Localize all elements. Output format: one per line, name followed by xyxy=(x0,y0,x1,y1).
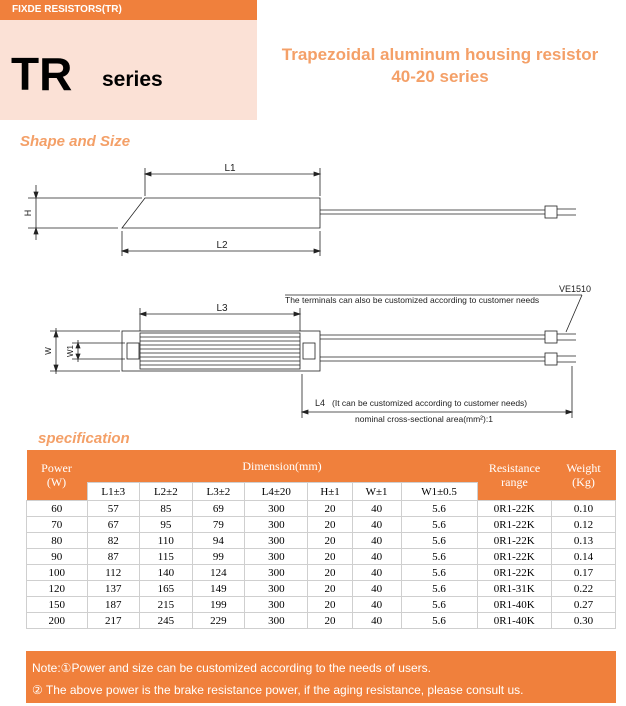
cell-l2: 95 xyxy=(140,517,193,533)
cell-l4: 300 xyxy=(245,501,308,517)
cell-w1: 5.6 xyxy=(401,597,477,613)
cell-l4: 300 xyxy=(245,533,308,549)
cell-h: 20 xyxy=(308,597,352,613)
cell-l2: 110 xyxy=(140,533,193,549)
col-resistance xyxy=(477,450,552,501)
cell-h: 20 xyxy=(308,613,352,629)
note-line-2: ② The above power is the brake resistance power, if the aging resistance, please consult us. xyxy=(32,683,524,697)
cell-l4: 300 xyxy=(245,549,308,565)
col-dimension: Dimension(mm) xyxy=(87,450,477,483)
table-body xyxy=(27,501,616,629)
product-title-line-1: Trapezoidal aluminum housing resistor xyxy=(281,45,599,64)
cell-l3: 94 xyxy=(192,533,245,549)
side-view xyxy=(28,168,576,256)
finned-body xyxy=(140,333,300,369)
table-row xyxy=(27,533,616,549)
cell-l4: 300 xyxy=(245,581,308,597)
cell-res: 0R1-22K xyxy=(477,517,552,533)
cell-w: 40 xyxy=(352,581,401,597)
note-line-1: Note:①Power and size can be customized according to the needs of users. xyxy=(32,661,431,675)
cell-l2: 215 xyxy=(140,597,193,613)
cell-l3: 69 xyxy=(192,501,245,517)
col-weight-label: Weight xyxy=(566,461,601,475)
cell-w1: 5.6 xyxy=(401,581,477,597)
cell-power: 70 xyxy=(27,517,88,533)
cell-w: 40 xyxy=(352,597,401,613)
cell-h: 20 xyxy=(308,565,352,581)
table-row xyxy=(27,613,616,629)
cell-w1: 5.6 xyxy=(401,517,477,533)
cell-wt: 0.10 xyxy=(552,501,616,517)
cell-l1: 112 xyxy=(87,565,140,581)
label-l4: L4 xyxy=(315,398,326,408)
cell-l3: 124 xyxy=(192,565,245,581)
cell-power: 100 xyxy=(27,565,88,581)
col-power-unit: (W) xyxy=(46,475,67,489)
cell-w: 40 xyxy=(352,613,401,629)
cell-l4: 300 xyxy=(245,597,308,613)
cell-l2: 115 xyxy=(140,549,193,565)
section-title-shape: Shape and Size xyxy=(20,133,131,150)
col-resistance-label: Resistance xyxy=(488,461,541,475)
cell-res: 0R1-22K xyxy=(477,501,552,517)
cell-w1: 5.6 xyxy=(401,565,477,581)
cell-power: 80 xyxy=(27,533,88,549)
cell-wt: 0.14 xyxy=(552,549,616,565)
cell-res: 0R1-31K xyxy=(477,581,552,597)
cell-l3: 199 xyxy=(192,597,245,613)
cell-res: 0R1-22K xyxy=(477,549,552,565)
table-row xyxy=(27,501,616,517)
col-w1: W1±0.5 xyxy=(401,483,477,501)
cell-l2: 245 xyxy=(140,613,193,629)
cell-l3: 79 xyxy=(192,517,245,533)
cell-l2: 140 xyxy=(140,565,193,581)
cell-l4: 300 xyxy=(245,565,308,581)
section-title-spec: specification xyxy=(38,430,130,447)
cell-l3: 229 xyxy=(192,613,245,629)
cell-l4: 300 xyxy=(245,517,308,533)
cell-l3: 149 xyxy=(192,581,245,597)
cell-res: 0R1-40K xyxy=(477,613,552,629)
cell-w: 40 xyxy=(352,549,401,565)
l4-note: (It can be customized according to customer needs) xyxy=(332,398,528,408)
cell-h: 20 xyxy=(308,517,352,533)
notes-panel xyxy=(26,651,616,703)
cell-power: 60 xyxy=(27,501,88,517)
series-code: TR xyxy=(11,48,73,100)
cell-res: 0R1-22K xyxy=(477,565,552,581)
cell-w1: 5.6 xyxy=(401,501,477,517)
cross-section-note: nominal cross-sectional area(mm²):1 xyxy=(355,414,493,424)
label-l1: L1 xyxy=(224,163,236,174)
cell-power: 200 xyxy=(27,613,88,629)
label-w: W xyxy=(44,347,53,355)
wire-terminal xyxy=(545,206,557,218)
table-header-row xyxy=(27,450,616,483)
cell-power: 120 xyxy=(27,581,88,597)
series-word: series xyxy=(102,68,163,91)
col-weight-unit: (Kg) xyxy=(572,475,595,489)
cell-l2: 165 xyxy=(140,581,193,597)
cell-h: 20 xyxy=(308,533,352,549)
col-power-label: Power xyxy=(41,461,72,475)
col-w: W±1 xyxy=(352,483,401,501)
wire-type-label: VE1510 xyxy=(558,284,591,294)
col-power xyxy=(27,450,88,501)
cell-wt: 0.27 xyxy=(552,597,616,613)
cell-l1: 137 xyxy=(87,581,140,597)
table-row xyxy=(27,597,616,613)
col-l4: L4±20 xyxy=(245,483,308,501)
cell-w: 40 xyxy=(352,565,401,581)
cell-w1: 5.6 xyxy=(401,613,477,629)
cell-wt: 0.13 xyxy=(552,533,616,549)
cell-l1: 217 xyxy=(87,613,140,629)
specification-table xyxy=(26,450,616,629)
trapezoid-body xyxy=(122,198,320,228)
cell-l1: 57 xyxy=(87,501,140,517)
label-l2: L2 xyxy=(216,240,228,251)
cell-h: 20 xyxy=(308,501,352,517)
label-h: H xyxy=(23,209,33,217)
cell-l3: 99 xyxy=(192,549,245,565)
table-row xyxy=(27,549,616,565)
cell-power: 150 xyxy=(27,597,88,613)
cell-wt: 0.22 xyxy=(552,581,616,597)
cell-res: 0R1-40K xyxy=(477,597,552,613)
cell-l2: 85 xyxy=(140,501,193,517)
table-row xyxy=(27,581,616,597)
col-h: H±1 xyxy=(308,483,352,501)
cell-l1: 87 xyxy=(87,549,140,565)
col-l3: L3±2 xyxy=(192,483,245,501)
product-title-line-2: 40-20 series xyxy=(391,67,489,86)
cell-wt: 0.12 xyxy=(552,517,616,533)
col-resistance-sub: range xyxy=(501,475,528,489)
label-l3: L3 xyxy=(216,303,228,314)
cell-w: 40 xyxy=(352,517,401,533)
cell-l4: 300 xyxy=(245,613,308,629)
col-l2: L2±2 xyxy=(140,483,193,501)
cell-l1: 187 xyxy=(87,597,140,613)
col-l1: L1±3 xyxy=(87,483,140,501)
dimension-drawing xyxy=(0,155,626,430)
cell-wt: 0.17 xyxy=(552,565,616,581)
cell-l1: 67 xyxy=(87,517,140,533)
cell-h: 20 xyxy=(308,549,352,565)
cell-l1: 82 xyxy=(87,533,140,549)
cell-res: 0R1-22K xyxy=(477,533,552,549)
cell-w: 40 xyxy=(352,533,401,549)
label-w1: W1 xyxy=(66,345,75,357)
cell-w1: 5.6 xyxy=(401,549,477,565)
table-row xyxy=(27,517,616,533)
col-weight xyxy=(552,450,616,501)
table-row xyxy=(27,565,616,581)
cell-w1: 5.6 xyxy=(401,533,477,549)
category-bar: FIXDE RESISTORS(TR) xyxy=(0,0,257,20)
cell-w: 40 xyxy=(352,501,401,517)
cell-wt: 0.30 xyxy=(552,613,616,629)
cell-h: 20 xyxy=(308,581,352,597)
cell-power: 90 xyxy=(27,549,88,565)
terminal-note: The terminals can also be customized according to customer needs xyxy=(285,295,540,305)
